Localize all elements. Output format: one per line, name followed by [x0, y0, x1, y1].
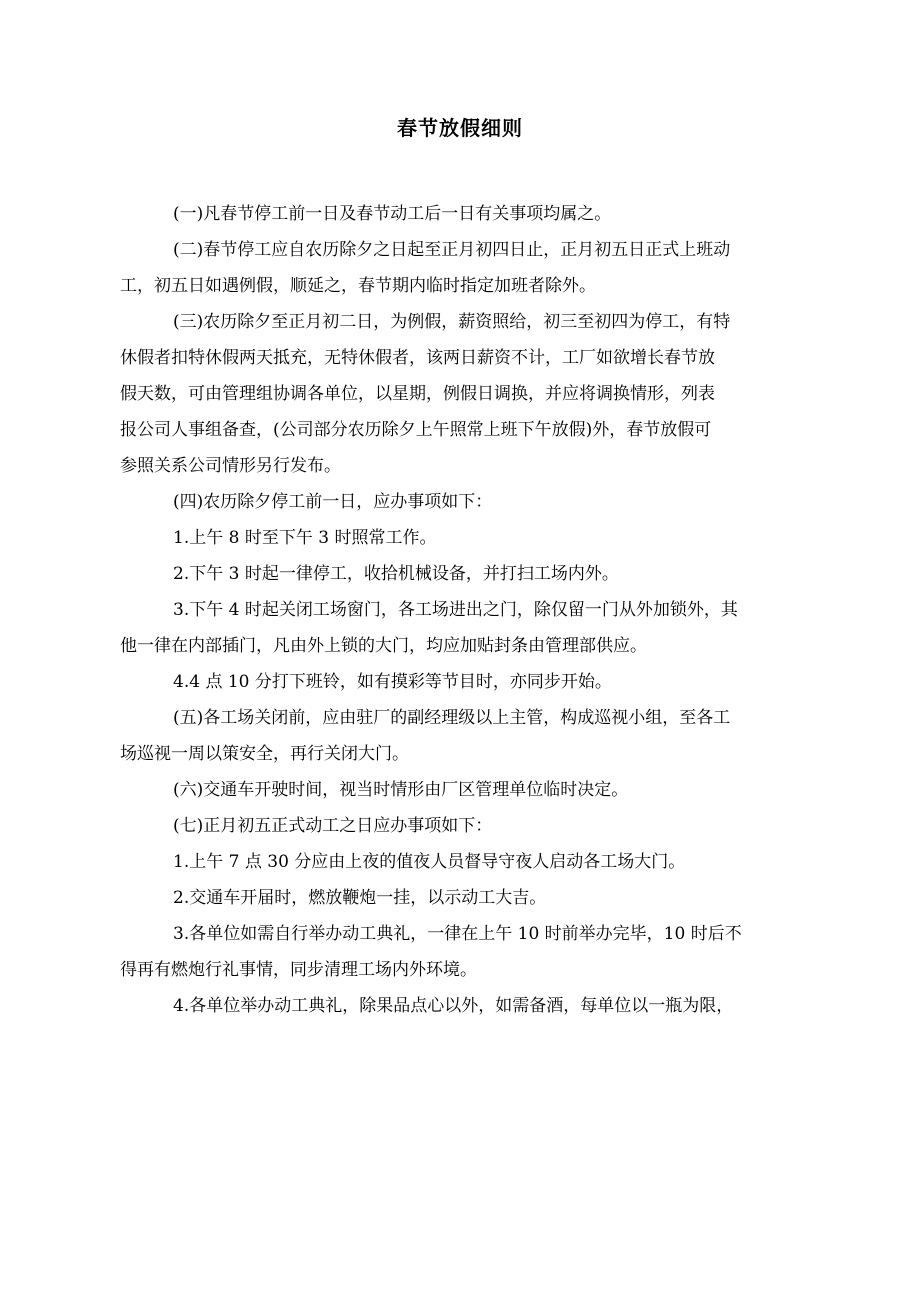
text-line: 1.上午 7 点 30 分应由上夜的值夜人员督导守夜人启动各工场大门。: [173, 852, 686, 872]
text-line: 场巡视一周以策安全，再行关闭大门。: [120, 744, 409, 764]
text-line: 参照关系公司情形另行发布。: [120, 456, 341, 476]
text-line: 2.交通车开届时，燃放鞭炮一挂，以示动工大吉。: [173, 888, 547, 908]
text-line: 他一律在内部插门，凡由外上锁的大门，均应加贴封条由管理部供应。: [120, 636, 647, 656]
text-line: 休假者扣特休假两天抵充，无特休假者，该两日薪资不计，工厂如欲增长春节放: [120, 348, 715, 368]
text-line: 2.下午 3 时起一律停工，收拾机械设备，并打扫工场内外。: [173, 564, 619, 584]
text-line: 报公司人事组备查，(公司部分农历除夕上午照常上班下午放假)外，春节放假可: [120, 420, 712, 440]
document-title: 春节放假细则: [397, 116, 523, 140]
paragraph-7-item-1: [173, 844, 798, 880]
paragraph-7-item-2: [173, 880, 798, 916]
text-line: 得再有燃炮行礼事情，同步清理工场内外环境。: [120, 960, 477, 980]
paragraph-4-item-3: [120, 592, 798, 664]
document-body: [120, 196, 798, 1024]
text-line: (二)春节停工应自农历除夕之日起至正月初四日止，正月初五日正式上班动: [173, 240, 731, 260]
paragraph-7: [173, 808, 798, 844]
text-line: 假天数，可由管理组协调各单位，以星期，例假日调换，并应将调换情形，列表: [120, 384, 715, 404]
paragraph-1: [173, 196, 798, 232]
text-line: (六)交通车开驶时间，视当时情形由厂区管理单位临时决定。: [173, 780, 629, 800]
paragraph-4: [173, 484, 798, 520]
text-line: 4.各单位举办动工典礼，除果品点心以外，如需备酒，每单位以一瓶为限，: [173, 996, 734, 1016]
paragraph-7-item-3: [120, 916, 798, 988]
paragraph-3: [120, 304, 798, 484]
paragraph-4-item-2: [173, 556, 798, 592]
text-line: (七)正月初五正式动工之日应办事项如下：: [173, 816, 493, 836]
text-line: 3.各单位如需自行举办动工典礼，一律在上午 10 时前举办完毕，10 时后不: [173, 924, 742, 944]
paragraph-5: [120, 700, 798, 772]
text-line: (五)各工场关闭前，应由驻厂的副经理级以上主管，构成巡视小组，至各工: [173, 708, 731, 728]
text-line: (四)农历除夕停工前一日，应办事项如下：: [173, 492, 493, 512]
paragraph-6: [173, 772, 798, 808]
paragraph-2: [120, 232, 798, 304]
text-line: 3.下午 4 时起关闭工场窗门，各工场进出之门，除仅留一门从外加锁外，其: [173, 600, 738, 620]
text-line: (三)农历除夕至正月初二日，为例假，薪资照给，初三至初四为停工，有特: [173, 312, 731, 332]
text-line: 4.4 点 10 分打下班铃，如有摸彩等节目时，亦同步开始。: [173, 672, 612, 692]
paragraph-4-item-4: [173, 664, 798, 700]
paragraph-7-item-4: [173, 988, 798, 1024]
text-line: 工，初五日如遇例假，顺延之，春节期内临时指定加班者除外。: [120, 276, 596, 296]
paragraph-4-item-1: [173, 520, 798, 556]
text-line: (一)凡春节停工前一日及春节动工后一日有关事项均属之。: [173, 204, 612, 224]
text-line: 1.上午 8 时至下午 3 时照常工作。: [173, 528, 437, 548]
